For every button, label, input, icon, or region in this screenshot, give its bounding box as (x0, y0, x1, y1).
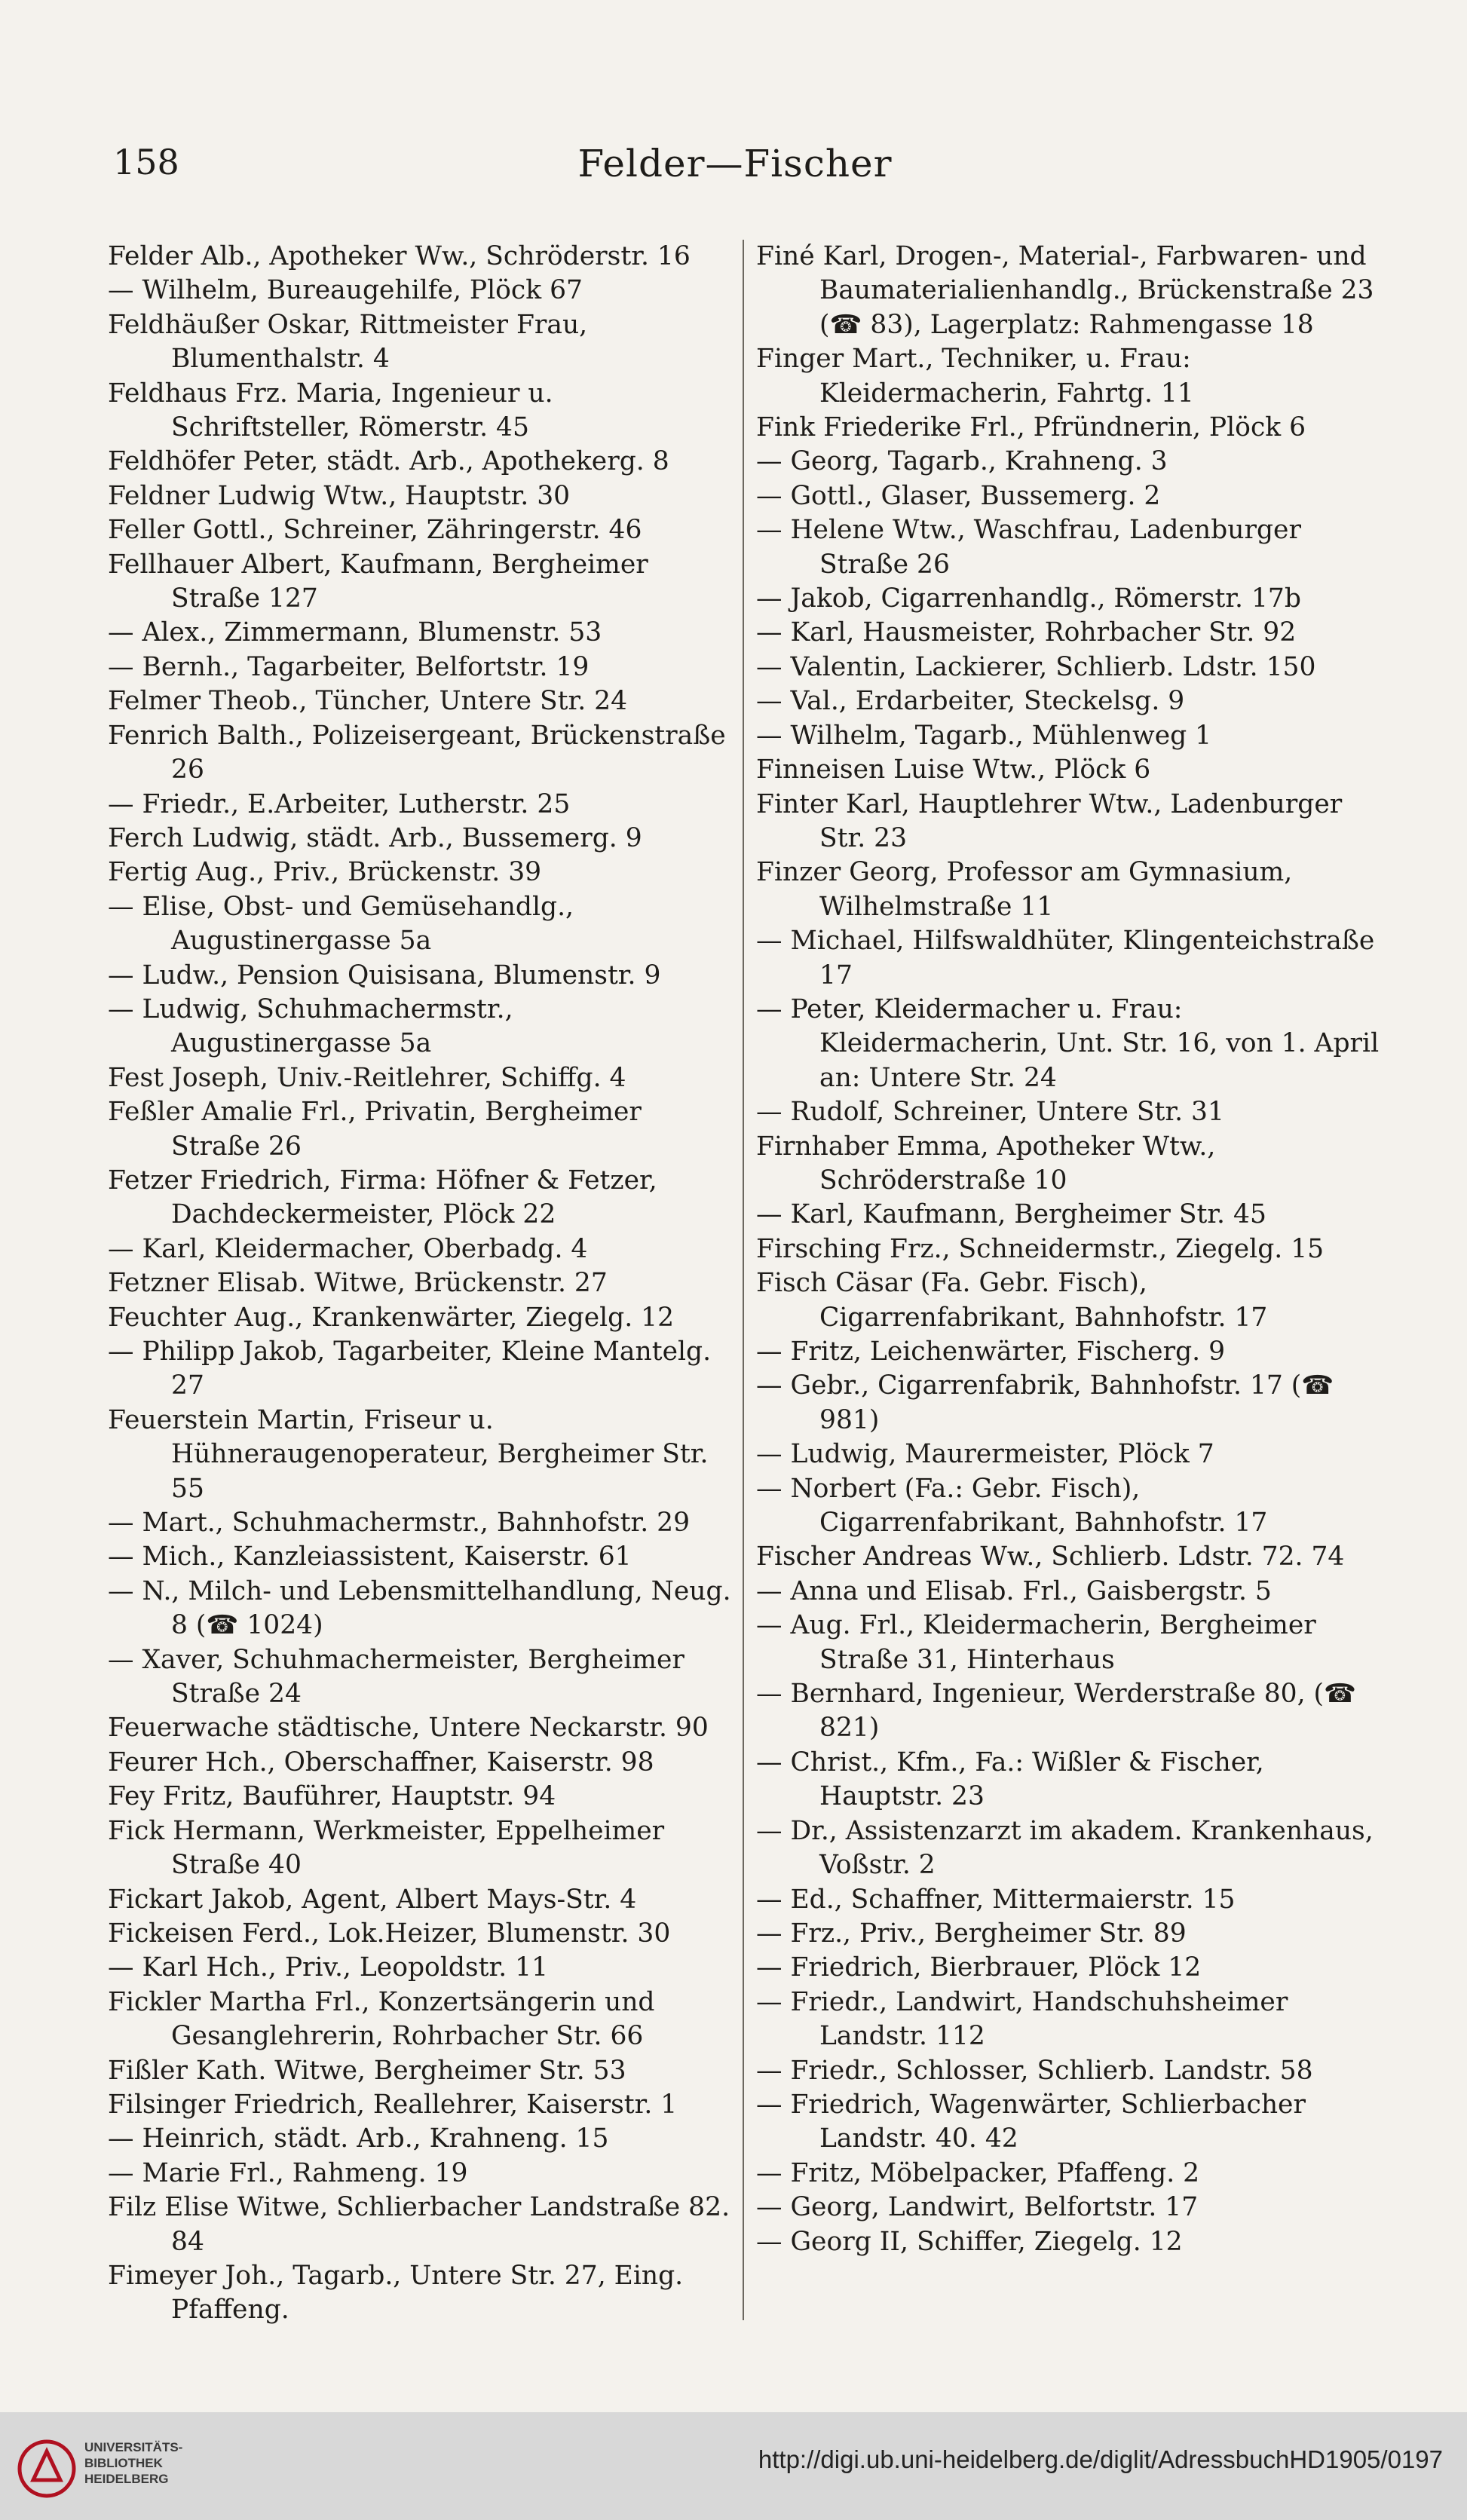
source-url-link[interactable]: http://digi.ub.uni-heidelberg.de/diglit/AdressbuchHD1905/0197 (758, 2445, 1443, 2473)
directory-entry: — Aug. Frl., Kleidermacherin, Bergheimer Straße 31, Hinterhaus (756, 1610, 1316, 1675)
directory-entry: Felmer Theob., Tüncher, Untere Str. 24 (108, 686, 628, 717)
directory-entry: — Bernhard, Ingenieur, Werderstraße 80, (☎ 821) (756, 1679, 1356, 1744)
directory-entry: — Christ., Kfm., Fa.: Wißler & Fischer, Hauptstr. 23 (756, 1747, 1264, 1812)
directory-entry: — Friedrich, Wagenwärter, Schlierbacher Landstr. 40. 42 (756, 2089, 1306, 2154)
right-column (756, 240, 1382, 2259)
directory-entry: Fisch Cäsar (Fa. Gebr. Fisch), Cigarrenfabrikant, Bahnhofstr. 17 (756, 1268, 1268, 1333)
library-name (84, 2439, 182, 2487)
directory-entry: Fest Joseph, Univ.-Reitlehrer, Schiffg. 4 (108, 1062, 626, 1093)
directory-entry: — Karl, Hausmeister, Rohrbacher Str. 92 (756, 617, 1297, 648)
footer-bar (0, 2412, 1467, 2520)
directory-entry: Feurer Hch., Oberschaffner, Kaiserstr. 98 (108, 1747, 654, 1777)
directory-entry: — Karl Hch., Priv., Leopoldstr. 11 (108, 1952, 549, 1983)
directory-entry: Feuerwache städtische, Untere Neckarstr. 90 (108, 1713, 709, 1744)
directory-entry: Finé Karl, Drogen-, Material-, Farbwaren- und Baumaterialienhandlg., Brückenstraße 23 (☎ 83), Lagerplatz: Rahmengasse 18 (756, 241, 1374, 340)
directory-entry: — Mart., Schuhmachermstr., Bahnhofstr. 29 (108, 1508, 691, 1539)
directory-entry: — Wilhelm, Tagarb., Mühlenweg 1 (756, 720, 1212, 751)
directory-entry: — Friedr., Schlosser, Schlierb. Landstr. 58 (756, 2055, 1313, 2086)
directory-entry: — Norbert (Fa.: Gebr. Fisch), Cigarrenfabrikant, Bahnhofstr. 17 (756, 1473, 1268, 1539)
directory-entry: Feller Gottl., Schreiner, Zähringerstr. 46 (108, 515, 642, 546)
directory-entry: — Marie Frl., Rahmeng. 19 (108, 2157, 468, 2188)
directory-entry: — Anna und Elisab. Frl., Gaisbergstr. 5 (756, 1575, 1272, 1606)
directory-entry: — Peter, Kleidermacher u. Frau: Kleidermacherin, Unt. Str. 16, von 1. April an: Untere Str. 24 (756, 994, 1380, 1093)
directory-entry: Feuchter Aug., Krankenwärter, Ziegelg. 12 (108, 1302, 675, 1333)
directory-entry: — Gebr., Cigarrenfabrik, Bahnhofstr. 17 (☎ 981) (756, 1370, 1334, 1435)
directory-entry: — Alex., Zimmermann, Blumenstr. 53 (108, 617, 602, 648)
directory-entry: Fickart Jakob, Agent, Albert Mays-Str. 4 (108, 1884, 637, 1915)
directory-entry: Finneisen Luise Wtw., Plöck 6 (756, 755, 1151, 785)
directory-entry: — Philipp Jakob, Tagarbeiter, Kleine Mantelg. 27 (108, 1337, 712, 1401)
directory-entry: Felder Alb., Apotheker Ww., Schröderstr. 16 (108, 241, 691, 271)
library-name-line: BIBLIOTHEK (84, 2456, 163, 2470)
directory-entry: Fey Fritz, Bauführer, Hauptstr. 94 (108, 1781, 556, 1812)
directory-entry: Finter Karl, Hauptlehrer Wtw., Ladenburger Str. 23 (756, 788, 1343, 853)
directory-entry: Filz Elise Witwe, Schlierbacher Landstraße 82. 84 (108, 2192, 730, 2257)
directory-entry: Firnhaber Emma, Apotheker Wtw., Schröderstraße 10 (756, 1131, 1216, 1196)
directory-entry: Fickler Martha Frl., Konzertsängerin und Gesanglehrerin, Rohrbacher Str. 66 (108, 1986, 655, 2052)
library-seal-icon (17, 2435, 77, 2503)
directory-entry: Fenrich Balth., Polizeisergeant, Brückenstraße 26 (108, 720, 726, 785)
directory-entry: — Karl, Kleidermacher, Oberbadg. 4 (108, 1233, 588, 1264)
directory-entry: — Xaver, Schuhmachermeister, Bergheimer Straße 24 (108, 1644, 684, 1710)
directory-entry: Filsinger Friedrich, Reallehrer, Kaiserstr. 1 (108, 2089, 678, 2120)
directory-entry: Fißler Kath. Witwe, Bergheimer Str. 53 (108, 2055, 626, 2086)
directory-entry: — Ludwig, Maurermeister, Plöck 7 (756, 1439, 1214, 1470)
directory-entry: Feldhöfer Peter, städt. Arb., Apothekerg. 8 (108, 446, 669, 477)
directory-entry: — Friedrich, Bierbrauer, Plöck 12 (756, 1952, 1202, 1983)
directory-entry: — Ludwig, Schuhmachermstr., Augustinergasse 5a (108, 994, 513, 1059)
directory-entry: Feßler Amalie Frl., Privatin, Bergheimer Straße 26 (108, 1097, 642, 1162)
directory-entry: — Friedr., E.Arbeiter, Lutherstr. 25 (108, 788, 571, 819)
directory-entry: — Val., Erdarbeiter, Steckelsg. 9 (756, 686, 1185, 717)
directory-entry: Firsching Frz., Schneidermstr., Ziegelg. 15 (756, 1233, 1325, 1264)
directory-entry: — Georg, Landwirt, Belfortstr. 17 (756, 2192, 1199, 2223)
directory-entry: — Mich., Kanzleiassistent, Kaiserstr. 61 (108, 1542, 632, 1572)
directory-entry: — Rudolf, Schreiner, Untere Str. 31 (756, 1097, 1224, 1128)
directory-entry: — Gottl., Glaser, Bussemerg. 2 (756, 480, 1161, 511)
running-header (113, 142, 1357, 194)
directory-entry: — Elise, Obst- und Gemüsehandlg., Augustinergasse 5a (108, 891, 574, 957)
directory-entry: Fetzner Elisab. Witwe, Brückenstr. 27 (108, 1268, 608, 1299)
library-name-line: HEIDELBERG (84, 2472, 169, 2486)
directory-entry: — Valentin, Lackierer, Schlierb. Ldstr. 150 (756, 651, 1316, 682)
page-title: Felder—Fischer (577, 142, 893, 185)
directory-entry: Fick Hermann, Werkmeister, Eppelheimer Straße 40 (108, 1815, 665, 1881)
directory-entry: — N., Milch- und Lebensmittelhandlung, Neug. 8 (☎ 1024) (108, 1575, 731, 1641)
directory-entry: Fertig Aug., Priv., Brückenstr. 39 (108, 857, 542, 888)
directory-entry: Feldner Ludwig Wtw., Hauptstr. 30 (108, 480, 571, 511)
directory-entry: Fickeisen Ferd., Lok.Heizer, Blumenstr. 30 (108, 1918, 671, 1949)
library-name-line: UNIVERSITÄTS- (84, 2440, 183, 2454)
directory-entry: — Georg II, Schiffer, Ziegelg. 12 (756, 2226, 1183, 2257)
directory-entry: — Friedr., Landwirt, Handschuhsheimer Landstr. 112 (756, 1986, 1288, 2052)
directory-entry: Fetzer Friedrich, Firma: Höfner & Fetzer, Dachdeckermeister, Plöck 22 (108, 1165, 657, 1230)
directory-entry: — Helene Wtw., Waschfrau, Ladenburger Straße 26 (756, 515, 1301, 580)
page-number: 158 (113, 142, 179, 182)
directory-entry: Fischer Andreas Ww., Schlierb. Ldstr. 72. 74 (756, 1542, 1345, 1572)
directory-entry: Fimeyer Joh., Tagarb., Untere Str. 27, Eing. Pfaffeng. (108, 2260, 684, 2326)
directory-entry: — Fritz, Möbelpacker, Pfaffeng. 2 (756, 2157, 1200, 2188)
directory-entry: — Ed., Schaffner, Mittermaierstr. 15 (756, 1884, 1236, 1915)
directory-entry: — Fritz, Leichenwärter, Fischerg. 9 (756, 1337, 1226, 1367)
directory-entry: — Jakob, Cigarrenhandlg., Römerstr. 17b (756, 583, 1301, 614)
directory-entry: Ferch Ludwig, städt. Arb., Bussemerg. 9 (108, 822, 642, 853)
directory-entry: Finger Mart., Techniker, u. Frau: Kleidermacherin, Fahrtg. 11 (756, 344, 1194, 409)
left-column (108, 240, 734, 2328)
directory-entry: — Michael, Hilfswaldhüter, Klingenteichstraße 17 (756, 926, 1375, 991)
directory-entry: — Frz., Priv., Bergheimer Str. 89 (756, 1918, 1187, 1949)
directory-entry: Finzer Georg, Professor am Gymnasium, Wilhelmstraße 11 (756, 857, 1293, 922)
directory-entry: — Bernh., Tagarbeiter, Belfortstr. 19 (108, 651, 590, 682)
directory-entry: Fink Friederike Frl., Pfründnerin, Plöck 6 (756, 412, 1306, 443)
directory-entry: — Dr., Assistenzarzt im akadem. Krankenhaus, Voßstr. 2 (756, 1815, 1374, 1881)
directory-entry: — Wilhelm, Bureaugehilfe, Plöck 67 (108, 275, 583, 306)
directory-entry: Feldhaus Frz. Maria, Ingenieur u. Schriftsteller, Römerstr. 45 (108, 378, 553, 443)
directory-entry: Fellhauer Albert, Kaufmann, Bergheimer Straße 127 (108, 549, 648, 614)
directory-entry: — Georg, Tagarb., Krahneng. 3 (756, 446, 1168, 477)
directory-entry: Feuerstein Martin, Friseur u. Hühneraugenoperateur, Bergheimer Str. 55 (108, 1404, 709, 1504)
column-divider (743, 240, 744, 2320)
directory-entry: Feldhäußer Oskar, Rittmeister Frau, Blumenthalstr. 4 (108, 309, 588, 375)
directory-entry: — Heinrich, städt. Arb., Krahneng. 15 (108, 2123, 609, 2154)
directory-entry: — Karl, Kaufmann, Bergheimer Str. 45 (756, 1199, 1266, 1230)
directory-entry: — Ludw., Pension Quisisana, Blumenstr. 9 (108, 960, 661, 991)
